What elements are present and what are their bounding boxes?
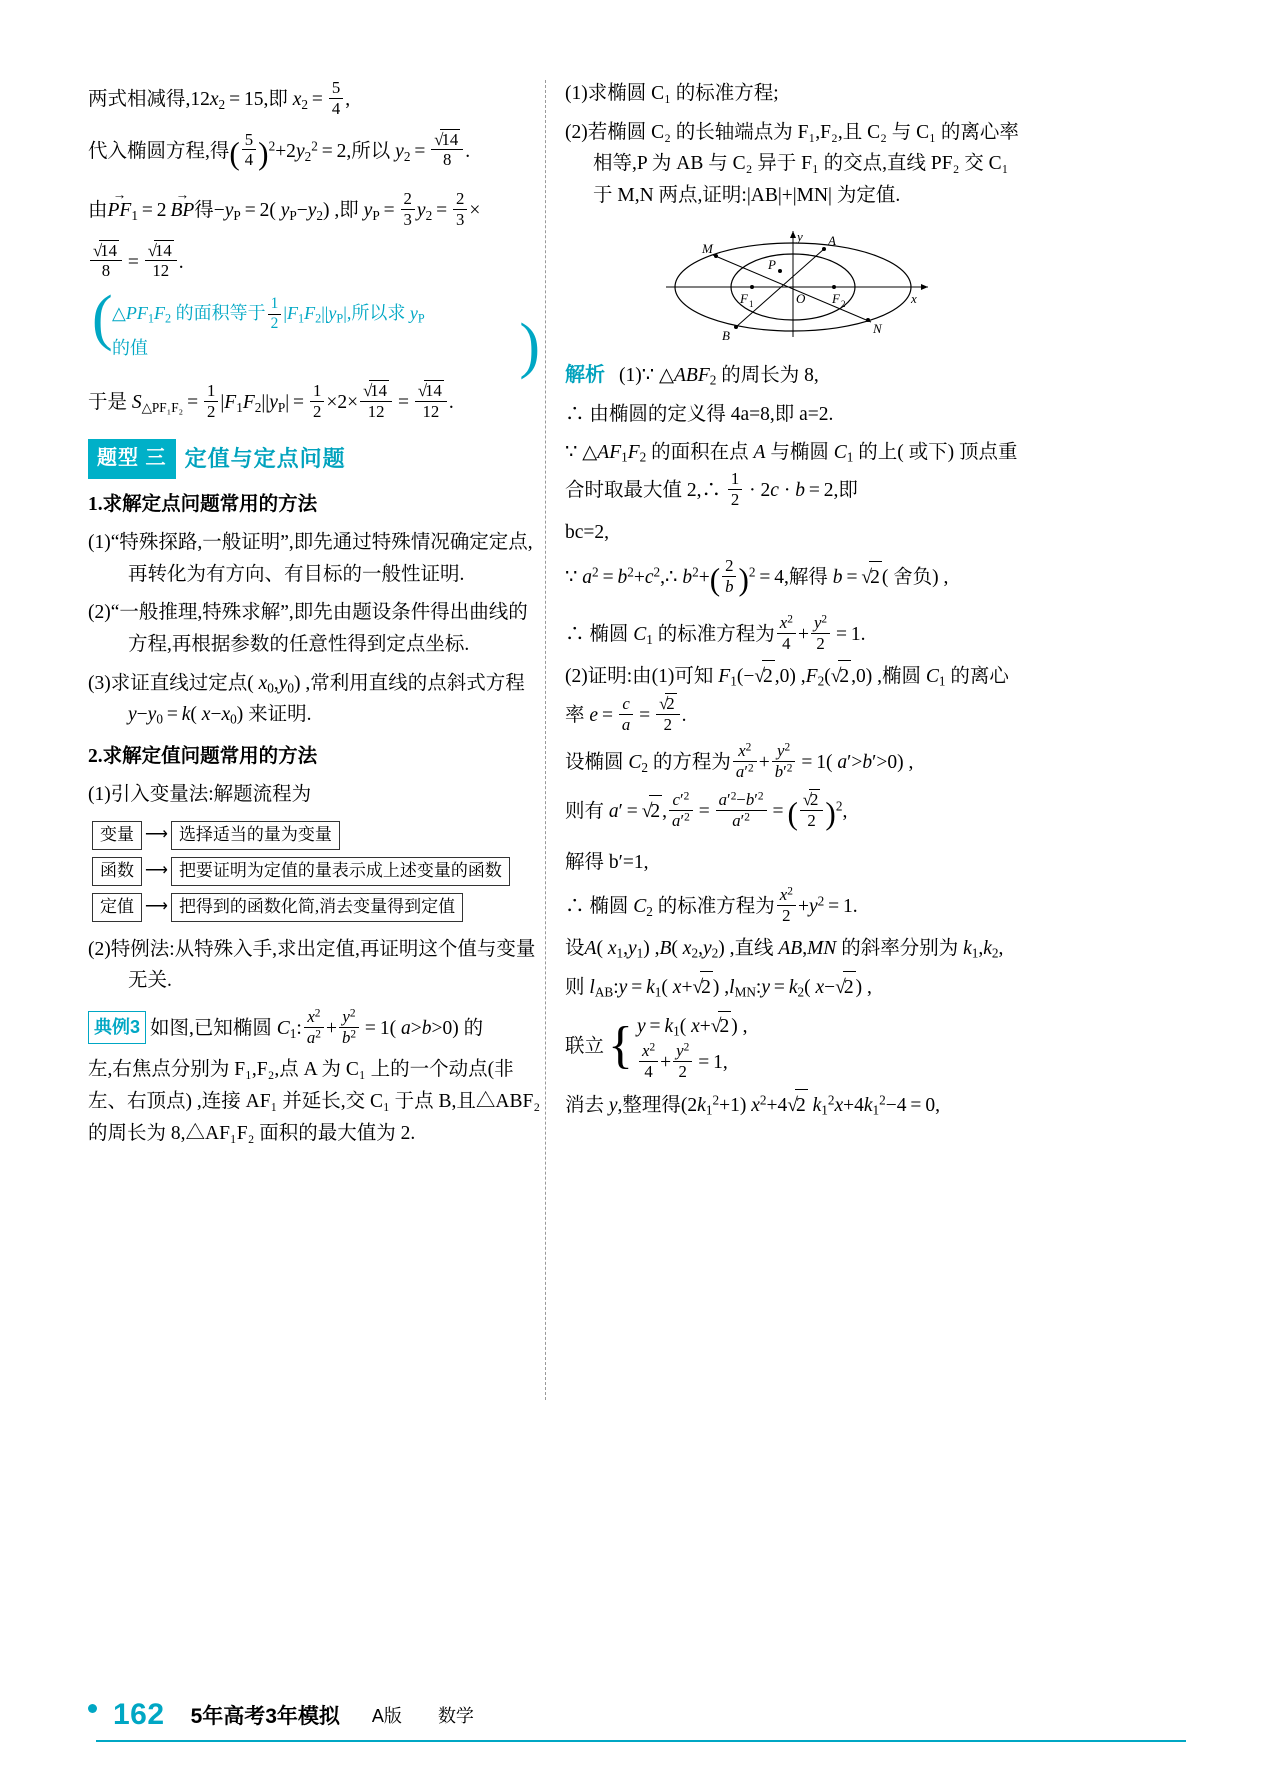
svg-text:M: M	[701, 241, 713, 257]
solution-line-9: 则有 a′ = √ 2 , $\frac{c'^2}{a'^2}$ = $\frac{a'^2-b'^2}{a'^2}$ = ( √ $\frac{2}{2}$ )$^2$,	[565, 789, 1020, 840]
section-title: 定值与定点问题	[184, 446, 346, 472]
arrow-icon: ⟶	[145, 898, 168, 916]
para-fraction-eq: √ $\frac{14}{8}$ = √ $\frac{14}{12}$ .	[88, 240, 543, 282]
svg-text:N: N	[872, 321, 882, 337]
svg-text:O: O	[795, 291, 805, 307]
page-number: 162	[113, 1698, 165, 1731]
system-equations: $y = k_1$( x+ √ 2 ) , $\frac{x^2}{4}$ + $\frac{y^2}{2}$ = 1,	[637, 1011, 747, 1082]
para-substitute: 代入椭圆方程,得( $\frac{5}{4}$ )$^2+2y_2^2 = 2$,所以 $y_2$ = √ $\frac{14}{8}$ .	[88, 129, 543, 180]
flow-row	[92, 893, 543, 922]
solution-line-3: ∵ $\triangle AF_1F_2$ 的面积在点 A 与椭圆 $C_1$ 的上( 或下) 顶点重合时取最大值 2,∴ $\frac{1}{2}$ · 2c · b = 2,即	[565, 442, 1018, 509]
method-2-item-2: (2)特例法:从特殊入手,求出定值,再证明这个值与变量无关.	[88, 938, 536, 992]
example-tag: 典例3	[88, 1011, 146, 1044]
flow-diagram	[92, 821, 543, 922]
svg-text:P: P	[767, 257, 776, 273]
ellipse-figure	[565, 219, 1020, 349]
section-tag: 题型 三	[88, 439, 176, 478]
para-subtract: 两式相减得$,12x_2 = 15$,即 $x_2$ = $\frac{5}{4}$ ,	[88, 78, 351, 118]
left-brace: (	[92, 284, 113, 353]
solution-line-6: ∴ 椭圆 $C_1$ 的标准方程为 $\frac{x^2}{4}$ + $\frac{y^2}{2}$ = 1.	[565, 612, 866, 653]
svg-text:2: 2	[840, 299, 845, 310]
example-body: 左,右焦点分别为 F₁,F₂,点 A 为 C₁ 上的一个动点(非左、右顶点) ,连接 AF₁ 并延长,交 C₁ 于点 B,且△ABF₂ 的周长为 8,△AF₁F₂ 面积的最大值为 2.	[88, 1059, 541, 1144]
flow-row	[92, 821, 543, 850]
flow-label: 定值	[92, 893, 142, 922]
solution-line-7: (2)证明:由(1)可知 $F_1(-$ √ 2 ,0) $,F_2$( √ 2 ,0) ,椭圆 $C_1$ 的离心率 e = $\frac{c}{a}$ = √ $\frac{2}{2}$ .	[565, 660, 1020, 734]
solution-line-2: ∴ 由椭圆的定义得 4a=8,即 a=2.	[565, 403, 834, 425]
solution-line-1: 解析 (1)∵ $\triangle ABF_2$ 的周长为 8,	[565, 364, 819, 389]
flow-row	[92, 857, 543, 886]
arrow-icon: ⟶	[145, 862, 168, 880]
column-divider	[545, 80, 546, 1400]
footer-title: 5年高考3年模拟	[190, 1705, 340, 1728]
svg-text:F: F	[739, 291, 748, 307]
note-box: ( ) $\triangle PF_1F_2$ 的面积等于 $\frac{1}{2}$ $|F_1F_2||y_P|$,所以求 $y_P$ 的值	[92, 284, 540, 380]
section-heading	[88, 439, 543, 478]
method-heading-2: 2.求解定值问题常用的方法	[88, 745, 318, 767]
svg-text:x: x	[910, 291, 917, 307]
svg-text:B: B	[721, 328, 730, 344]
system-brace: {	[608, 1017, 633, 1075]
page-footer	[88, 1698, 1188, 1732]
flow-text: 把得到的函数化简,消去变量得到定值	[171, 893, 463, 922]
solution-line-10: 解得 b′=1,	[565, 851, 649, 873]
method-1-item-1: (1)“特殊探路,一般证明”,即先通过特殊情况确定定点,再转化为有方向、有目标的一般性证明.	[88, 532, 533, 585]
svg-text:y: y	[796, 229, 803, 245]
solution-line-8: 设椭圆 $C_2$ 的方程为 $\frac{x^2}{a'^2}$ + $\frac{y^2}{b'^2}$ = 1( a′>b′>0) ,	[565, 741, 914, 782]
solution-line-11: ∴ 椭圆 $C_2$ 的标准方程为 $\frac{x^2}{2}$ $+y^2 = 1$.	[565, 885, 858, 925]
solution-line-5: ∵ $a^2$ = $b^2+c^2,\therefore$ $b^2+$( $\frac{2}{b}$ )$^2$ = 4,解得 b = √ 2 ( 舍负) ,	[565, 555, 1020, 606]
svg-text:A: A	[827, 233, 836, 249]
flow-text: 选择适当的量为变量	[171, 821, 340, 850]
svg-text:F: F	[831, 291, 840, 307]
svg-text:1: 1	[748, 299, 753, 310]
method-heading-1: 1.求解定点问题常用的方法	[88, 493, 318, 515]
flow-text: 把要证明为定值的量表示成上述变量的函数	[171, 857, 510, 886]
method-1-item-2: (2)“一般推理,特殊求解”,即先由题设条件得出曲线的方程,再根据参数的任意性得到定点坐标.	[88, 602, 528, 655]
solution-line-15: 消去 y,整理得$(2k_1^2+1)$ $x^2+4$ √ 2 $k_1^2x+4k_1^2-4 = 0$,	[565, 1089, 1020, 1122]
solution-line-4: bc=2,	[565, 521, 610, 543]
method-1-item-3: (3)求证直线过定点( $x_0,y_0$) ,常利用直线的点斜式方程 $y-y_0 = k$( $x-x_0$) 来证明.	[88, 672, 525, 727]
flow-label: 变量	[92, 821, 142, 850]
right-brace: )	[519, 311, 540, 380]
figure-svg	[628, 219, 958, 349]
footer-edition: A版	[371, 1706, 402, 1726]
right-column	[565, 78, 1020, 1129]
footer-subject: 数学	[437, 1706, 474, 1726]
left-column	[88, 78, 543, 1156]
solution-line-14	[565, 1011, 1020, 1082]
example-lead: 典例3 如图,已知椭圆 $C_1$: $\frac{x^2}{a^2}$ + $\frac{y^2}{b^2}$ = 1( a>b>0) 的	[88, 1007, 543, 1048]
question-1: (1)求椭圆 C₁ 的标准方程;	[565, 83, 779, 104]
arrow-icon: ⟶	[145, 826, 168, 844]
para-vector: 由PF $\to_1 = 2$ BP →得$-y_P = 2$( $y_P-y_2$) ,即 $y_P$ = $\frac{2}{3}$ $y_2$ = $\frac{2}{3}$ ×	[88, 189, 543, 230]
bullet-icon	[88, 1704, 97, 1713]
lianli-label: 联立	[565, 1035, 605, 1057]
method-2-item-1: (1)引入变量法:解题流程为	[88, 784, 312, 806]
flow-label: 函数	[92, 857, 142, 886]
footer-rule	[96, 1740, 1186, 1742]
solution-line-12: 设A( $x_1,y_1$) ,B( $x_2,y_2$) ,直线 AB,MN 的斜率分别为 $k_1,k_2$,	[565, 937, 1004, 961]
solution-line-13: 则 $l_{AB}:y = k_1$( x+ √ 2 ) $,l_{MN}:y = k_2$( x− √ 2 ) ,	[565, 971, 1020, 1004]
analysis-label: 解析	[565, 364, 605, 387]
para-area-result: 于是 $S_{\triangle PF_1F_2}$ = $\frac{1}{2}$ $|F_1F_2||y_P|$ = $\frac{1}{2}$ ×2× √ $\frac{14}{12}$ = √ $\frac{14}{12}$ .	[88, 380, 543, 422]
question-2: (2)若椭圆 C₂ 的长轴端点为 F₁,F₂,且 C₂ 与 C₁ 的离心率相等,P 为 AB 与 C₂ 异于 F₁ 的交点,直线 PF₂ 交 C₁ 于 M,N 两点,证明:|AB|+|MN| 为定值.	[565, 121, 1019, 206]
